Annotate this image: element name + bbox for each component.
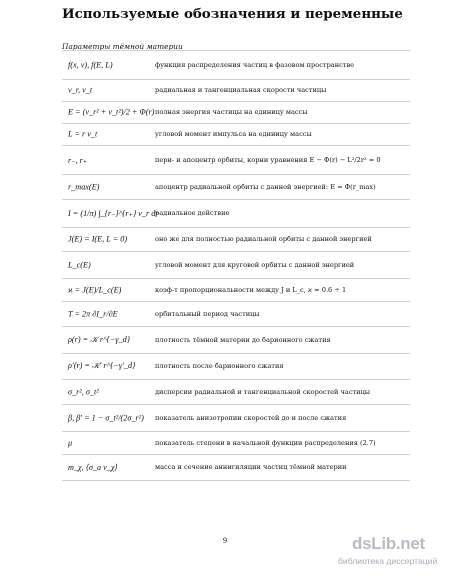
- notation-symbol: σ_r², σ_t²: [68, 387, 99, 396]
- notation-symbol: μ: [68, 438, 73, 447]
- notation-symbol: L_c(E): [68, 260, 91, 269]
- notation-description: апоцентр радиальной орбиты с данной энергией: E = Φ(r_max): [155, 182, 376, 191]
- notation-symbol: β, β′ = 1 − σ_t²/(2σ_r²): [68, 413, 144, 422]
- table-row: [0, 326, 450, 353]
- table-row: [0, 174, 450, 199]
- page-number: 9: [223, 536, 227, 545]
- table-bottom-rule: [0, 480, 450, 502]
- table-row: [0, 353, 450, 379]
- row-divider: [62, 326, 410, 327]
- row-divider: [62, 199, 410, 200]
- notation-description: масса и сечение аннигиляции частиц тёмной материи: [155, 463, 347, 471]
- notation-symbol: r_max(E): [68, 182, 100, 191]
- row-divider: [62, 431, 410, 432]
- row-divider: [62, 301, 410, 302]
- notation-symbol: E = (v_r² + v_t²)/2 + Φ(r): [68, 107, 155, 117]
- notation-description: угловой момент для круговой орбиты с данной энергией: [155, 260, 355, 269]
- notation-description: плотность после барионного сжатия: [155, 362, 284, 370]
- table-row: [0, 454, 450, 480]
- notation-description: функция распределения частиц в фазовом пространстве: [155, 60, 355, 69]
- notation-symbol: f(x, v), f(E, L): [68, 60, 113, 69]
- watermark-logo-text: dsLib.net: [352, 534, 425, 553]
- notation-description: полная энергия частицы на единицу массы: [155, 108, 308, 116]
- notation-description: дисперсии радиальной и тангенциальной скоростей частицы: [155, 387, 371, 396]
- notation-description: оно же для полностью радиальной орбиты с данной энергией: [155, 235, 372, 243]
- row-divider: [62, 101, 410, 102]
- row-divider: [62, 278, 410, 279]
- row-divider: [62, 227, 410, 228]
- notation-symbol: L = r v_t: [68, 129, 98, 139]
- notation-symbol: ρ′(r) = 𝒦′ r^{−γ′_d}: [68, 361, 136, 370]
- table-row: [0, 404, 450, 431]
- row-divider: [62, 480, 410, 481]
- row-divider: [62, 79, 410, 80]
- table-row: [0, 199, 450, 227]
- row-divider: [62, 174, 410, 175]
- notation-symbol: m_χ, ⟨σ_a v_χ⟩: [68, 463, 118, 472]
- row-divider: [62, 251, 410, 252]
- notation-symbol: v_r, v_t: [68, 85, 93, 95]
- notation-description: показатель степени в начальной функции распределения (2.7): [155, 438, 376, 447]
- table-row: [0, 145, 450, 174]
- watermark-logo: [352, 534, 425, 554]
- table-row: [0, 227, 450, 251]
- notation-symbol: J(E) = I(E, L = 0): [68, 234, 128, 244]
- table-row: [0, 431, 450, 454]
- notation-description: плотность тёмной материи до барионного сжатия: [155, 335, 331, 344]
- notation-description: коэф-т пропорциональности между J и L_c, ϰ ≈ 0.6 ÷ 1: [155, 285, 347, 294]
- notation-symbol: I = (1/π) ∫_{r₋}^{r₊} v_r dr: [68, 209, 159, 218]
- table-row: [0, 301, 450, 326]
- page-heading: Используемые обозначения и переменные: [62, 6, 403, 22]
- notation-symbol: r₋, r₊: [68, 155, 88, 165]
- notation-symbol: ρ(r) = 𝒦 r^{−γ_d}: [68, 334, 130, 344]
- watermark-caption: библиотека диссертаций: [338, 556, 438, 566]
- table-row: [0, 278, 450, 301]
- row-divider: [62, 145, 410, 146]
- row-divider: [62, 454, 410, 455]
- notation-symbol: T = 2π ∂I_r/∂E: [68, 309, 118, 318]
- notation-description: пери- и апоцентр орбиты, корни уравнения E − Φ(r) − L²/2r² = 0: [155, 155, 381, 164]
- notation-description: радиальное действие: [155, 209, 230, 217]
- row-divider: [62, 353, 410, 354]
- section-title: Параметры тёмной материи: [62, 42, 183, 51]
- table-row: [0, 101, 450, 123]
- notation-description: угловой момент импульса на единицу массы: [155, 130, 312, 138]
- row-divider: [62, 404, 410, 405]
- table-row: [0, 379, 450, 404]
- row-divider: [62, 379, 410, 380]
- row-divider: [62, 50, 410, 51]
- notation-description: радиальная и тангенциальная скорости частицы: [155, 86, 327, 94]
- notation-symbol: ϰ = J(E)/L_c(E): [68, 285, 122, 294]
- table-row: [0, 50, 450, 79]
- table-row: [0, 251, 450, 278]
- table-row: [0, 123, 450, 145]
- notation-description: орбитальный период частицы: [155, 309, 260, 318]
- row-divider: [62, 123, 410, 124]
- notation-description: показатель анизотропии скоростей до и после сжатия: [155, 413, 347, 422]
- table-row: [0, 79, 450, 101]
